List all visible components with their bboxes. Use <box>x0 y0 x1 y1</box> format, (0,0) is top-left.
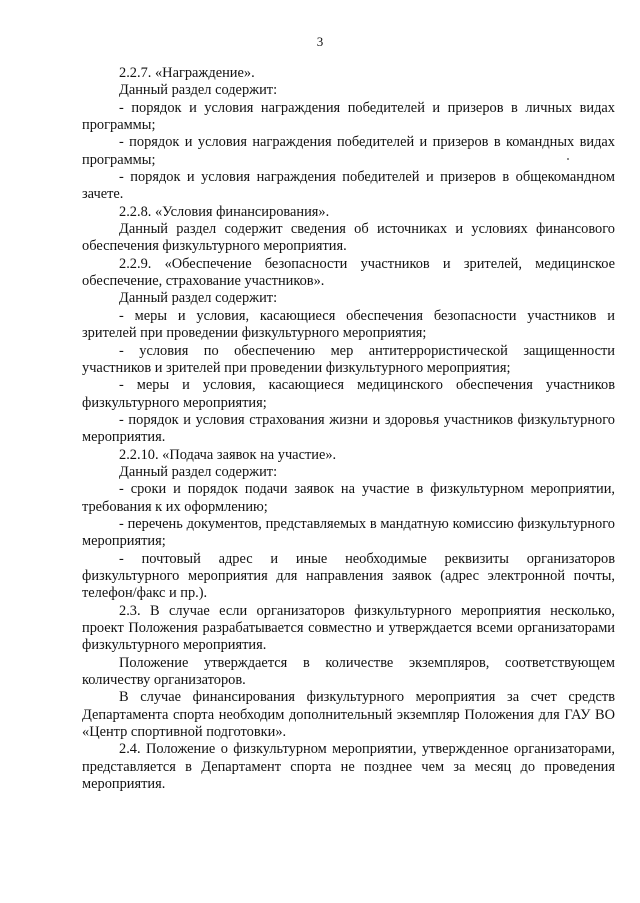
document-body <box>82 65 615 793</box>
section-heading-2-2-10: 2.2.10. «Подача заявок на участие». <box>119 446 337 463</box>
paragraph: Данный раздел содержит: <box>119 463 278 480</box>
list-item: - порядок и условия страхования жизни и здоровья участников физкультурного мероприятия. <box>82 411 615 446</box>
list-item: - сроки и порядок подачи заявок на участие в физкультурном мероприятии, требования к их оформлению; <box>82 481 615 515</box>
list-item: - порядок и условия награждения победителей и призеров в командных видах программы; <box>82 134 615 168</box>
section-2-4: 2.4. Положение о физкультурном мероприятии, утвержденное организаторами, представляется в Департамент спорта не позднее чем за месяц до проведения мероприятия. <box>82 741 615 793</box>
list-item: - перечень документов, представляемых в мандатную комиссию физкультурного мероприятия; <box>82 515 615 550</box>
paragraph: В случае финансирования физкультурного мероприятия за счет средств Департамента спорта необходим дополнительный экземпляр Положения для ГАУ ВО «Центр спортивной подготовки». <box>82 689 615 741</box>
list-item: - условия по обеспечению мер антитеррористической защищенности участников и зрителей при проведении физкультурного мероприятия; <box>82 342 615 376</box>
paragraph: Данный раздел содержит: <box>119 82 278 99</box>
section-2-3: 2.3. В случае если организаторов физкультурного мероприятия несколько, проект Положения разрабатывается совместно и утверждается всеми организаторами физкультурного мероприятия. <box>82 602 615 654</box>
list-item: - почтовый адрес и иные необходимые реквизиты организаторов физкультурного мероприятия для направления заявок (адрес электронной почты, телефон/факс и пр.). <box>82 550 615 602</box>
page-number: 3 <box>316 34 324 49</box>
section-heading-2-2-8: 2.2.8. «Условия финансирования». <box>119 203 330 220</box>
section-heading-2-2-9: 2.2.9. «Обеспечение безопасности участников и зрителей, медицинское обеспечение, страхование участников». <box>82 255 615 290</box>
section-heading-2-2-7: 2.2.7. «Награждение». <box>119 65 255 81</box>
list-item: - меры и условия, касающиеся медицинского обеспечения участников физкультурного мероприятия; <box>82 377 615 411</box>
list-item: - порядок и условия награждения победителей и призеров в личных видах программы; <box>82 99 615 134</box>
paragraph: Данный раздел содержит сведения об источниках и условиях финансового обеспечения физкультурного мероприятия. <box>82 221 615 255</box>
paragraph: Данный раздел содержит: <box>119 290 278 307</box>
paragraph: Положение утверждается в количестве экземпляров, соответствующем количеству организаторов. <box>82 654 615 689</box>
list-item: - меры и условия, касающиеся обеспечения безопасности участников и зрителей при проведении физкультурного мероприятия; <box>82 307 615 342</box>
scan-artifact-dot <box>567 158 569 160</box>
list-item: - порядок и условия награждения победителей и призеров в общекомандном зачете. <box>82 169 615 203</box>
